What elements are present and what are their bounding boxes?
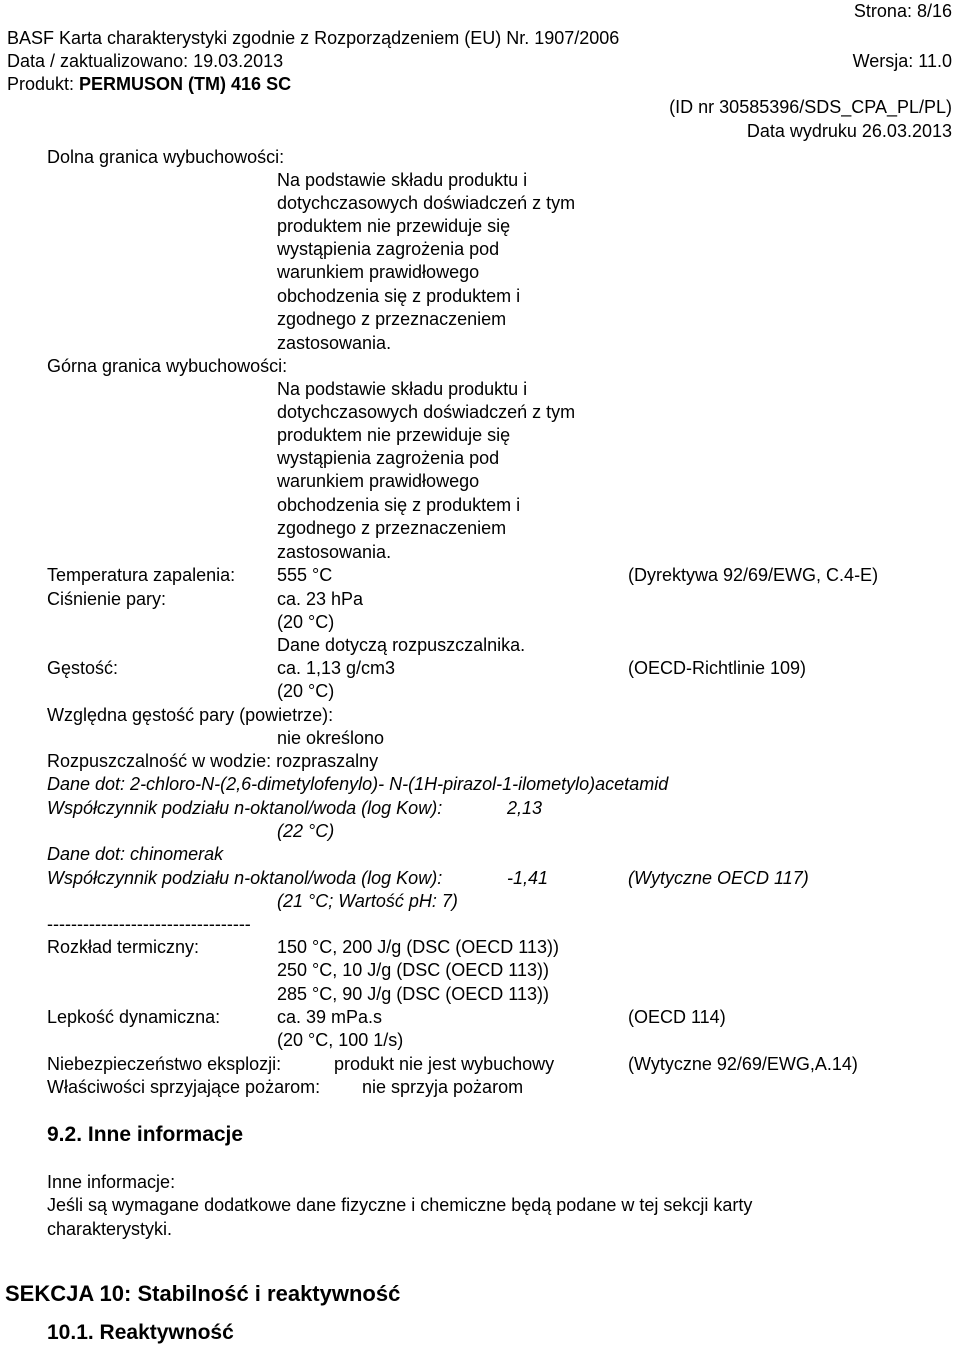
- partition1-condition: (22 °C): [277, 821, 335, 841]
- section-10-1-heading: 10.1. Reaktywność: [47, 1321, 234, 1344]
- explosion-hazard-label: Niebezpieczeństwo eksplozji:: [47, 1054, 282, 1074]
- upper-explosion-text-8: zastosowania.: [277, 542, 392, 562]
- partition1-value: 2,13: [507, 798, 543, 818]
- vapour-pressure-condition: (20 °C): [277, 612, 335, 632]
- explosion-hazard-value: produkt nie jest wybuchowy: [334, 1054, 555, 1074]
- document-title: BASF Karta charakterystyki zgodnie z Rozporządzeniem (EU) Nr. 1907/2006: [7, 28, 620, 48]
- partition2-reference: Dane dot: chinomerak: [47, 844, 224, 864]
- lower-explosion-text-5: warunkiem prawidłowego: [277, 262, 480, 282]
- partition1-label: Współczynnik podziału n-oktanol/woda (log Kow):: [47, 798, 443, 818]
- viscosity-condition: (20 °C, 100 1/s): [277, 1030, 404, 1050]
- density-value: ca. 1,13 g/cm3: [277, 658, 396, 678]
- upper-explosion-text-5: warunkiem prawidłowego: [277, 471, 480, 491]
- page-number: Strona: 8/16: [853, 1, 952, 21]
- lower-explosion-label: Dolna granica wybuchowości:: [47, 147, 285, 167]
- upper-explosion-label: Górna granica wybuchowości:: [47, 356, 288, 376]
- vapour-pressure-value: ca. 23 hPa: [277, 589, 364, 609]
- ignition-label: Temperatura zapalenia:: [47, 565, 236, 585]
- lower-explosion-text-4: wystąpienia zagrożenia pod: [277, 239, 500, 259]
- ignition-method: (Dyrektywa 92/69/EWG, C.4-E): [628, 565, 879, 585]
- section-10-heading: SEKCJA 10: Stabilność i reaktywność: [5, 1281, 401, 1306]
- ignition-value: 555 °C: [277, 565, 333, 585]
- lower-explosion-text-1: Na podstawie składu produktu i: [277, 170, 528, 190]
- lower-explosion-text-2: dotychczasowych doświadczeń z tym: [277, 193, 576, 213]
- density-condition: (20 °C): [277, 681, 335, 701]
- partition2-condition: (21 °C; Wartość pH: 7): [277, 891, 458, 911]
- other-info-text-1: Jeśli są wymagane dodatkowe dane fizyczne i chemiczne będą podane w tej sekcji karty: [47, 1195, 753, 1215]
- decomposition-value-3: 285 °C, 90 J/g (DSC (OECD 113)): [277, 984, 549, 1004]
- partition2-method: (Wytyczne OECD 117): [628, 868, 809, 888]
- separator-line: ----------------------------------: [47, 914, 251, 934]
- density-label: Gęstość:: [47, 658, 119, 678]
- document-id: (ID nr 30585396/SDS_CPA_PL/PL): [669, 97, 952, 117]
- oxidizing-value: nie sprzyja pożarom: [362, 1077, 524, 1097]
- decomposition-label: Rozkład termiczny:: [47, 937, 200, 957]
- lower-explosion-text-3: produktem nie przewiduje się: [277, 216, 511, 236]
- viscosity-value: ca. 39 mPa.s: [277, 1007, 383, 1027]
- product-name: PERMUSON (TM) 416 SC: [79, 74, 292, 94]
- upper-explosion-text-2: dotychczasowych doświadczeń z tym: [277, 402, 576, 422]
- partition2-value: -1,41: [507, 868, 549, 888]
- vapour-pressure-label: Ciśnienie pary:: [47, 589, 167, 609]
- density-method: (OECD-Richtlinie 109): [628, 658, 807, 678]
- lower-explosion-text-8: zastosowania.: [277, 333, 392, 353]
- upper-explosion-text-4: wystąpienia zagrożenia pod: [277, 448, 500, 468]
- viscosity-method: (OECD 114): [628, 1007, 726, 1027]
- viscosity-label: Lepkość dynamiczna:: [47, 1007, 221, 1027]
- oxidizing-label: Właściwości sprzyjające pożarom:: [47, 1077, 321, 1097]
- product-label: Produkt:: [7, 74, 80, 94]
- section-9-2-heading: 9.2. Inne informacje: [47, 1123, 244, 1146]
- lower-explosion-text-6: obchodzenia się z produktem i: [277, 286, 521, 306]
- other-info-label: Inne informacje:: [47, 1172, 176, 1192]
- partition2-label: Współczynnik podziału n-oktanol/woda (log Kow):: [47, 868, 443, 888]
- update-date: Data / zaktualizowano: 19.03.2013: [7, 51, 284, 71]
- upper-explosion-text-1: Na podstawie składu produktu i: [277, 379, 528, 399]
- print-date: Data wydruku 26.03.2013: [746, 121, 952, 141]
- upper-explosion-text-7: zgodnego z przeznaczeniem: [277, 518, 507, 538]
- solubility: Rozpuszczalność w wodzie: rozpraszalny: [47, 751, 379, 771]
- upper-explosion-text-3: produktem nie przewiduje się: [277, 425, 511, 445]
- decomposition-value-2: 250 °C, 10 J/g (DSC (OECD 113)): [277, 960, 549, 980]
- partition1-reference: Dane dot: 2-chloro-N-(2,6-dimetylofenylo)- N-(1H-pirazol-1-ilometylo)acetamid: [47, 774, 669, 794]
- other-info-text-2: charakterystyki.: [47, 1219, 173, 1239]
- explosion-hazard-method: (Wytyczne 92/69/EWG,A.14): [628, 1054, 858, 1074]
- rel-vapour-density-value: nie określono: [277, 728, 385, 748]
- vapour-pressure-note: Dane dotyczą rozpuszczalnika.: [277, 635, 526, 655]
- upper-explosion-text-6: obchodzenia się z produktem i: [277, 495, 521, 515]
- version: Wersja: 11.0: [852, 51, 952, 71]
- lower-explosion-text-7: zgodnego z przeznaczeniem: [277, 309, 507, 329]
- product-line: [7, 73, 291, 95]
- decomposition-value-1: 150 °C, 200 J/g (DSC (OECD 113)): [277, 937, 559, 957]
- rel-vapour-density-label: Względna gęstość pary (powietrze):: [47, 705, 334, 725]
